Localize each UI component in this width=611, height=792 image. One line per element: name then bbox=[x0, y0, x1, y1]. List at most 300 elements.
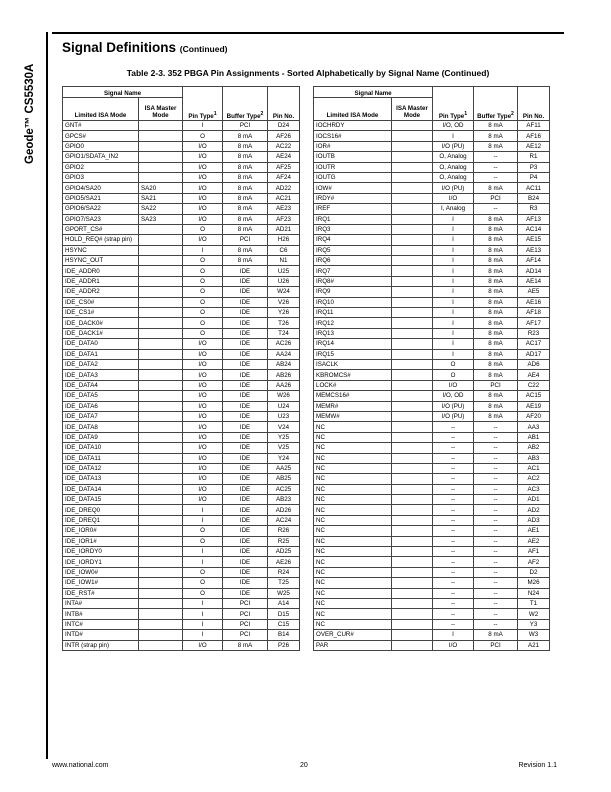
isa-master-cell bbox=[139, 266, 183, 276]
pin-type-cell: I/O bbox=[183, 152, 223, 162]
pin-type-cell: O, Analog bbox=[433, 162, 474, 172]
buffer-type-cell: -- bbox=[474, 162, 518, 172]
buffer-type-cell: -- bbox=[474, 619, 518, 629]
buffer-type-cell: IDE bbox=[223, 453, 268, 463]
table-row bbox=[314, 443, 550, 453]
buffer-type-cell: -- bbox=[474, 204, 518, 214]
isa-master-cell bbox=[139, 432, 183, 442]
signal-name-cell: NC bbox=[314, 422, 392, 432]
isa-master-cell bbox=[392, 526, 433, 536]
signal-name-cell: NC bbox=[314, 557, 392, 567]
isa-master-cell bbox=[139, 131, 183, 141]
isa-master-cell bbox=[139, 224, 183, 234]
table-row bbox=[63, 297, 300, 307]
table-row bbox=[314, 121, 550, 131]
buffer-type-cell: IDE bbox=[223, 411, 268, 421]
table-row bbox=[63, 495, 300, 505]
table-row bbox=[314, 204, 550, 214]
signal-name-cell: GPIO1/SDATA_IN2 bbox=[63, 152, 139, 162]
table-row bbox=[314, 432, 550, 442]
pin-type-cell: -- bbox=[433, 505, 474, 515]
pin-no-cell: AC2 bbox=[518, 474, 550, 484]
pin-no-cell: AE24 bbox=[268, 152, 300, 162]
pin-type-cell: I bbox=[433, 224, 474, 234]
pin-type-cell: I/O bbox=[183, 359, 223, 369]
table-row bbox=[63, 172, 300, 182]
pin-no-cell: R25 bbox=[268, 536, 300, 546]
isa-master-cell bbox=[392, 411, 433, 421]
signal-name-header: Signal Name bbox=[63, 87, 183, 98]
pin-type-cell: I/O bbox=[183, 411, 223, 421]
buffer-type-cell: 8 mA bbox=[474, 276, 518, 286]
signal-name-cell: GPCS# bbox=[63, 131, 139, 141]
table-row bbox=[63, 224, 300, 234]
table-row bbox=[314, 183, 550, 193]
pin-type-cell: I/O bbox=[183, 370, 223, 380]
signal-name-cell: IDE_DATA12 bbox=[63, 463, 139, 473]
buffer-type-cell: IDE bbox=[223, 588, 268, 598]
pin-type-cell: O bbox=[433, 359, 474, 369]
table-row bbox=[63, 131, 300, 141]
buffer-type-cell: 8 mA bbox=[474, 121, 518, 131]
pin-no-cell: AD26 bbox=[268, 505, 300, 515]
buffer-type-cell: PCI bbox=[474, 380, 518, 390]
table-row bbox=[314, 339, 550, 349]
pin-no-cell: P4 bbox=[518, 172, 550, 182]
isa-master-cell bbox=[139, 235, 183, 245]
buffer-type-cell: -- bbox=[474, 463, 518, 473]
pin-type-cell: O bbox=[183, 328, 223, 338]
table-row bbox=[314, 547, 550, 557]
table-row bbox=[314, 172, 550, 182]
signal-name-cell: NC bbox=[314, 567, 392, 577]
table-row bbox=[314, 609, 550, 619]
signal-name-cell: IRDY# bbox=[314, 193, 392, 203]
pin-no-cell: A14 bbox=[268, 598, 300, 608]
pin-no-cell: AD14 bbox=[518, 266, 550, 276]
isa-master-cell bbox=[139, 328, 183, 338]
pin-no-cell: AC3 bbox=[518, 484, 550, 494]
isa-master-cell bbox=[392, 359, 433, 369]
pin-type-cell: I bbox=[183, 245, 223, 255]
isa-master-cell bbox=[392, 204, 433, 214]
pin-no-cell: AC21 bbox=[268, 193, 300, 203]
signal-name-cell: IDE_DATA4 bbox=[63, 380, 139, 390]
buffer-type-cell: 8 mA bbox=[223, 204, 268, 214]
signal-name-cell: GPIO5/SA21 bbox=[63, 193, 139, 203]
table-row bbox=[63, 567, 300, 577]
pin-no-cell: AE26 bbox=[268, 557, 300, 567]
pin-type-cell: I bbox=[183, 630, 223, 640]
buffer-type-cell: IDE bbox=[223, 432, 268, 442]
signal-name-cell: IDE_CS0# bbox=[63, 297, 139, 307]
pin-no-cell: AF17 bbox=[518, 318, 550, 328]
signal-name-cell: IRQ4 bbox=[314, 235, 392, 245]
signal-name-cell: IOR# bbox=[314, 141, 392, 151]
signal-name-cell: IDE_ADDR0 bbox=[63, 266, 139, 276]
pin-no-cell: U25 bbox=[268, 266, 300, 276]
buffer-type-cell: IDE bbox=[223, 297, 268, 307]
pin-no-cell: AF23 bbox=[268, 214, 300, 224]
pin-no-cell: AC11 bbox=[518, 183, 550, 193]
signal-name-cell: IOUTB bbox=[314, 152, 392, 162]
table-row bbox=[314, 640, 550, 650]
table-row bbox=[63, 359, 300, 369]
buffer-type-cell: -- bbox=[474, 515, 518, 525]
signal-name-cell: GPORT_CS# bbox=[63, 224, 139, 234]
buffer-type-cell: IDE bbox=[223, 349, 268, 359]
signal-name-cell: IRQ10 bbox=[314, 297, 392, 307]
pin-type-cell: I/O bbox=[183, 453, 223, 463]
signal-name-cell: IRQ12 bbox=[314, 318, 392, 328]
signal-name-cell: PAR bbox=[314, 640, 392, 650]
pin-type-cell: -- bbox=[433, 463, 474, 473]
isa-master-cell bbox=[392, 547, 433, 557]
pin-no-cell: B24 bbox=[518, 193, 550, 203]
pin-type-cell: O bbox=[183, 256, 223, 266]
pin-no-cell: P26 bbox=[268, 640, 300, 650]
isa-master-cell bbox=[392, 370, 433, 380]
pin-no-cell: AF14 bbox=[518, 256, 550, 266]
pin-no-cell: Y26 bbox=[268, 308, 300, 318]
table-row bbox=[314, 224, 550, 234]
buffer-type-cell: IDE bbox=[223, 463, 268, 473]
buffer-type-cell: PCI bbox=[474, 193, 518, 203]
isa-master-cell: SA22 bbox=[139, 204, 183, 214]
isa-master-cell bbox=[139, 152, 183, 162]
pin-no-cell: V26 bbox=[268, 297, 300, 307]
signal-name-cell: NC bbox=[314, 463, 392, 473]
signal-name-header: Signal Name bbox=[314, 87, 433, 98]
pin-no-cell: D2 bbox=[518, 567, 550, 577]
table-row bbox=[63, 474, 300, 484]
buffer-type-cell: -- bbox=[474, 453, 518, 463]
signal-name-cell: IDE_DATA13 bbox=[63, 474, 139, 484]
pin-type-cell: O bbox=[183, 266, 223, 276]
signal-name-cell: NC bbox=[314, 515, 392, 525]
pin-type-cell: I bbox=[433, 308, 474, 318]
buffer-type-cell: IDE bbox=[223, 443, 268, 453]
pin-type-cell: O bbox=[183, 131, 223, 141]
isa-master-cell bbox=[392, 495, 433, 505]
signal-name-cell: IDE_DACK0# bbox=[63, 318, 139, 328]
table-row bbox=[314, 505, 550, 515]
pin-no-cell: C6 bbox=[268, 245, 300, 255]
buffer-type-cell: -- bbox=[474, 152, 518, 162]
table-row bbox=[314, 162, 550, 172]
buffer-type-cell: -- bbox=[474, 495, 518, 505]
table-caption: Table 2-3. 352 PBGA Pin Assignments - Sorted Alphabetically by Signal Name (Continued) bbox=[126, 68, 490, 78]
pin-no-cell: AF16 bbox=[518, 131, 550, 141]
pin-type-cell: -- bbox=[433, 495, 474, 505]
isa-master-cell bbox=[392, 401, 433, 411]
buffer-type-cell: 8 mA bbox=[223, 214, 268, 224]
pin-type-cell: O bbox=[433, 370, 474, 380]
buffer-type-cell: IDE bbox=[223, 547, 268, 557]
table-row bbox=[63, 183, 300, 193]
signal-name-cell: IOUTR bbox=[314, 162, 392, 172]
table-row bbox=[63, 235, 300, 245]
signal-name-cell: NC bbox=[314, 547, 392, 557]
pin-no-cell: AA26 bbox=[268, 380, 300, 390]
isa-master-cell bbox=[139, 141, 183, 151]
buffer-type-cell: -- bbox=[474, 505, 518, 515]
isa-master-cell bbox=[139, 588, 183, 598]
signal-name-cell: LOCK# bbox=[314, 380, 392, 390]
isa-master-cell bbox=[392, 245, 433, 255]
pin-no-cell: V25 bbox=[268, 443, 300, 453]
table-row bbox=[314, 630, 550, 640]
signal-name-cell: IDE_DATA11 bbox=[63, 453, 139, 463]
signal-name-cell: IDE_DREQ0 bbox=[63, 505, 139, 515]
pin-type-cell: I/O bbox=[183, 391, 223, 401]
isa-master-cell bbox=[392, 567, 433, 577]
table-row bbox=[63, 266, 300, 276]
buffer-type-cell: 8 mA bbox=[474, 370, 518, 380]
pin-no-cell: D24 bbox=[268, 121, 300, 131]
signal-name-cell: NC bbox=[314, 474, 392, 484]
buffer-type-cell: 8 mA bbox=[474, 328, 518, 338]
buffer-type-cell: IDE bbox=[223, 328, 268, 338]
pin-type-header: Pin Type$^1$ bbox=[433, 87, 474, 121]
pin-no-cell: AB25 bbox=[268, 474, 300, 484]
table-row bbox=[63, 557, 300, 567]
table-row bbox=[314, 422, 550, 432]
page-title-suffix: (Continued) bbox=[179, 44, 228, 54]
isa-master-cell bbox=[139, 349, 183, 359]
isa-master-cell bbox=[392, 152, 433, 162]
buffer-type-cell: 8 mA bbox=[223, 172, 268, 182]
pin-no-cell: T1 bbox=[518, 598, 550, 608]
pin-type-cell: -- bbox=[433, 557, 474, 567]
isa-master-cell bbox=[139, 598, 183, 608]
isa-master-cell: SA20 bbox=[139, 183, 183, 193]
pin-type-cell: I/O bbox=[183, 162, 223, 172]
isa-master-cell bbox=[392, 131, 433, 141]
table-row bbox=[314, 328, 550, 338]
pin-no-cell: U24 bbox=[268, 401, 300, 411]
pin-type-cell: O bbox=[183, 224, 223, 234]
table-row bbox=[314, 526, 550, 536]
pin-no-cell: AC22 bbox=[268, 141, 300, 151]
table-row bbox=[63, 256, 300, 266]
signal-name-cell: NC bbox=[314, 432, 392, 442]
isa-master-cell: SA21 bbox=[139, 193, 183, 203]
signal-name-cell: MEMCS16# bbox=[314, 391, 392, 401]
pin-no-cell: AE4 bbox=[518, 370, 550, 380]
table-row bbox=[314, 297, 550, 307]
pin-no-cell: AA25 bbox=[268, 463, 300, 473]
isa-master-cell bbox=[392, 432, 433, 442]
buffer-type-cell: 8 mA bbox=[223, 141, 268, 151]
buffer-type-cell: 8 mA bbox=[223, 256, 268, 266]
buffer-type-cell: 8 mA bbox=[474, 359, 518, 369]
table-row bbox=[63, 484, 300, 494]
pin-type-cell: I/O (PU) bbox=[433, 141, 474, 151]
signal-name-cell: NC bbox=[314, 484, 392, 494]
table-row bbox=[63, 432, 300, 442]
table-row bbox=[314, 276, 550, 286]
pin-type-cell: I/O bbox=[183, 141, 223, 151]
pin-no-cell: Y24 bbox=[268, 453, 300, 463]
pin-type-cell: O bbox=[183, 526, 223, 536]
signal-name-cell: HOLD_REQ# (strap pin) bbox=[63, 235, 139, 245]
isa-master-cell bbox=[139, 121, 183, 131]
table-row bbox=[63, 370, 300, 380]
pin-no-cell: R23 bbox=[518, 328, 550, 338]
table-row bbox=[63, 598, 300, 608]
buffer-type-cell: 8 mA bbox=[474, 235, 518, 245]
buffer-type-cell: 8 mA bbox=[474, 183, 518, 193]
pin-type-cell: I bbox=[183, 547, 223, 557]
pin-no-cell: W2 bbox=[518, 609, 550, 619]
pin-no-cell: AB24 bbox=[268, 359, 300, 369]
buffer-type-cell: 8 mA bbox=[474, 349, 518, 359]
buffer-type-cell: 8 mA bbox=[223, 193, 268, 203]
pin-type-cell: I/O bbox=[183, 172, 223, 182]
pin-type-cell: O bbox=[183, 567, 223, 577]
table-row bbox=[314, 370, 550, 380]
table-row bbox=[314, 287, 550, 297]
table-row bbox=[63, 463, 300, 473]
signal-name-cell: IOCS16# bbox=[314, 131, 392, 141]
pin-no-cell: T25 bbox=[268, 578, 300, 588]
table-row bbox=[314, 131, 550, 141]
footer-page-number: 20 bbox=[300, 762, 308, 769]
isa-master-cell bbox=[392, 141, 433, 151]
table-row bbox=[63, 411, 300, 421]
pin-type-cell: I bbox=[433, 297, 474, 307]
signal-name-cell: IDE_DATA0 bbox=[63, 339, 139, 349]
pin-no-cell: AF24 bbox=[268, 172, 300, 182]
table-row bbox=[63, 349, 300, 359]
table-row bbox=[63, 328, 300, 338]
pin-type-cell: I bbox=[183, 121, 223, 131]
pin-no-cell: AF20 bbox=[518, 411, 550, 421]
signal-name-cell: IDE_IORDY0 bbox=[63, 547, 139, 557]
signal-name-cell: IDE_DATA8 bbox=[63, 422, 139, 432]
buffer-type-cell: IDE bbox=[223, 474, 268, 484]
isa-master-cell bbox=[392, 484, 433, 494]
pin-no-cell: AC24 bbox=[268, 515, 300, 525]
buffer-type-cell: 8 mA bbox=[474, 630, 518, 640]
signal-name-cell: INTA# bbox=[63, 598, 139, 608]
signal-name-cell: IDE_DATA10 bbox=[63, 443, 139, 453]
buffer-type-cell: IDE bbox=[223, 401, 268, 411]
pin-type-cell: I bbox=[433, 630, 474, 640]
buffer-type-cell: 8 mA bbox=[474, 131, 518, 141]
signal-name-cell: HSYNC bbox=[63, 245, 139, 255]
buffer-type-cell: 8 mA bbox=[474, 214, 518, 224]
buffer-type-cell: -- bbox=[474, 578, 518, 588]
table-row bbox=[314, 411, 550, 421]
table-row bbox=[314, 266, 550, 276]
pin-type-cell: I bbox=[433, 235, 474, 245]
pin-no-cell: AD25 bbox=[268, 547, 300, 557]
signal-name-cell: NC bbox=[314, 453, 392, 463]
buffer-type-cell: IDE bbox=[223, 557, 268, 567]
pin-no-cell: Y25 bbox=[268, 432, 300, 442]
pin-type-cell: -- bbox=[433, 547, 474, 557]
pin-no-cell: AB26 bbox=[268, 370, 300, 380]
isa-master-cell bbox=[392, 578, 433, 588]
pin-type-cell: I/O bbox=[183, 214, 223, 224]
pin-no-cell: R1 bbox=[518, 152, 550, 162]
pin-type-cell: -- bbox=[433, 422, 474, 432]
page-title bbox=[62, 40, 227, 55]
pin-type-cell: I/O bbox=[183, 463, 223, 473]
isa-master-cell bbox=[392, 162, 433, 172]
isa-master-cell bbox=[392, 297, 433, 307]
buffer-type-header: Buffer Type$^2$ bbox=[474, 87, 518, 121]
pin-type-cell: O bbox=[183, 297, 223, 307]
pin-type-cell: I/O bbox=[183, 495, 223, 505]
pin-no-cell: AE15 bbox=[518, 235, 550, 245]
signal-name-cell: IRQ13 bbox=[314, 328, 392, 338]
table-row bbox=[63, 640, 300, 650]
pin-type-cell: I bbox=[433, 328, 474, 338]
signal-name-cell: KBROMCS# bbox=[314, 370, 392, 380]
pin-type-cell: I bbox=[433, 349, 474, 359]
pin-type-cell: I/O bbox=[433, 193, 474, 203]
pin-type-cell: -- bbox=[433, 515, 474, 525]
pin-no-cell: AD21 bbox=[268, 224, 300, 234]
buffer-type-cell: 8 mA bbox=[474, 401, 518, 411]
signal-name-cell: IDE_DATA7 bbox=[63, 411, 139, 421]
pin-type-cell: I bbox=[433, 214, 474, 224]
isa-master-cell bbox=[392, 318, 433, 328]
table-row bbox=[314, 235, 550, 245]
pin-type-cell: I/O bbox=[433, 640, 474, 650]
buffer-type-cell: PCI bbox=[223, 609, 268, 619]
signal-name-cell: MEMR# bbox=[314, 401, 392, 411]
pin-type-cell: I bbox=[433, 256, 474, 266]
isa-master-cell bbox=[392, 453, 433, 463]
pin-no-cell: AB3 bbox=[518, 453, 550, 463]
pin-type-cell: I bbox=[183, 609, 223, 619]
isa-master-cell bbox=[392, 588, 433, 598]
table-row bbox=[314, 152, 550, 162]
buffer-type-cell: 8 mA bbox=[474, 256, 518, 266]
buffer-type-cell: IDE bbox=[223, 318, 268, 328]
pin-type-cell: I/O bbox=[183, 183, 223, 193]
pin-type-cell: I/O bbox=[433, 380, 474, 390]
isa-master-cell bbox=[392, 328, 433, 338]
pin-no-cell: AE1 bbox=[518, 526, 550, 536]
buffer-type-cell: IDE bbox=[223, 276, 268, 286]
pin-no-cell: AC26 bbox=[268, 339, 300, 349]
signal-name-cell: IDE_IOW1# bbox=[63, 578, 139, 588]
buffer-type-cell: IDE bbox=[223, 266, 268, 276]
table-row bbox=[314, 401, 550, 411]
signal-name-cell: IDE_ADDR1 bbox=[63, 276, 139, 286]
signal-name-cell: IRQ3 bbox=[314, 224, 392, 234]
signal-name-cell: IDE_DACK1# bbox=[63, 328, 139, 338]
pin-type-cell: I/O bbox=[183, 401, 223, 411]
pin-type-cell: I bbox=[433, 276, 474, 286]
pin-no-cell: AD6 bbox=[518, 359, 550, 369]
pin-type-cell: I/O bbox=[183, 339, 223, 349]
signal-name-cell: IRQ14 bbox=[314, 339, 392, 349]
buffer-type-cell: 8 mA bbox=[223, 152, 268, 162]
buffer-type-cell: 8 mA bbox=[474, 411, 518, 421]
pin-no-cell: AB23 bbox=[268, 495, 300, 505]
pin-no-cell: AF18 bbox=[518, 308, 550, 318]
signal-name-cell: OVER_CUR# bbox=[314, 630, 392, 640]
isa-master-cell bbox=[139, 287, 183, 297]
signal-name-cell: NC bbox=[314, 526, 392, 536]
pin-no-header: Pin No. bbox=[268, 87, 300, 121]
